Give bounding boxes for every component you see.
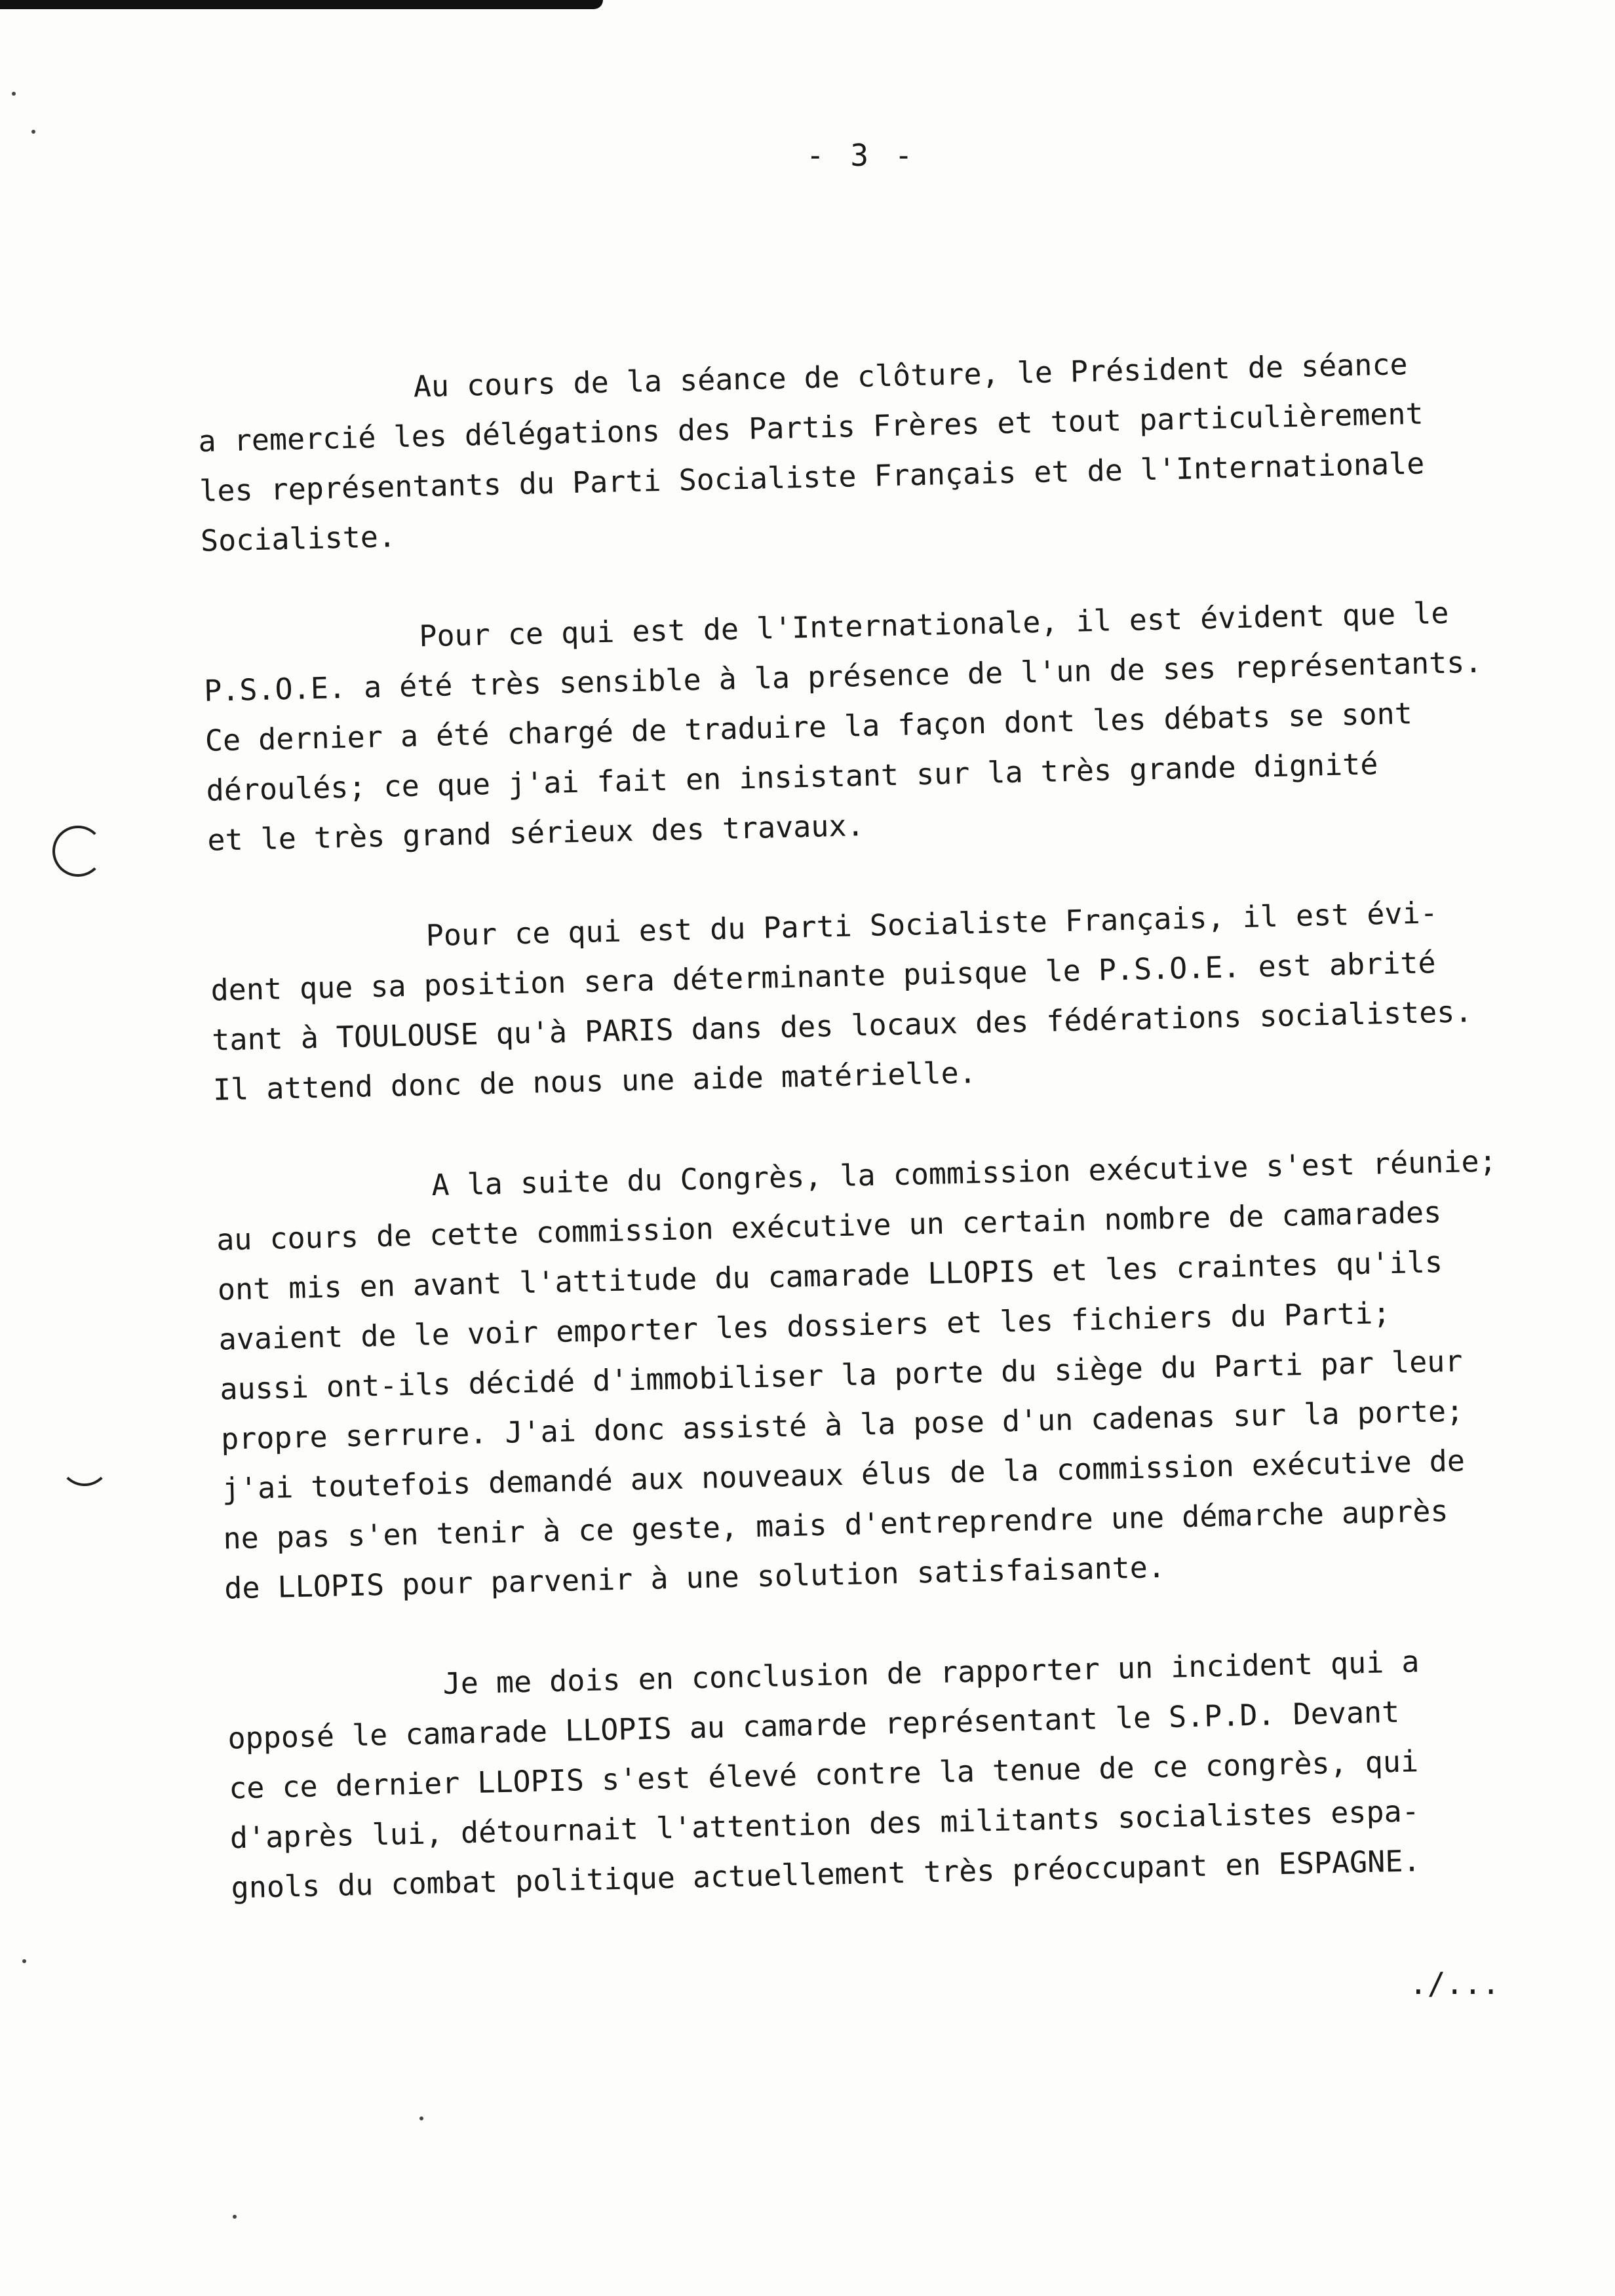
scan-speck — [22, 1959, 26, 1963]
punch-hole-mark-bottom — [59, 1435, 110, 1486]
text-line: Socialiste. — [200, 519, 397, 558]
text-line: Pour ce qui est de l'Internationale, il est évident que le — [418, 595, 1449, 654]
text-line: d'après lui, détournait l'attention des militants socialistes espa- — [229, 1793, 1420, 1856]
text-line: et le très grand sérieux des travaux. — [206, 808, 865, 858]
text-line: Ce dernier a été chargé de traduire la façon dont les débats se sont — [204, 696, 1413, 758]
text-line: déroulés; ce que j'ai fait en insistant sur la très grande dignité — [206, 746, 1378, 808]
scan-speck — [12, 92, 16, 96]
text-line: Pour ce qui est du Parti Socialiste Français, il est évi- — [425, 895, 1439, 953]
text-line: ce ce dernier LLOPIS s'est élevé contre la tenue de ce congrès, qui — [228, 1744, 1419, 1806]
text-line: opposé le camarade LLOPIS au camarde représentant le S.P.D. Devant — [227, 1694, 1400, 1756]
text-line: P.S.O.E. a été très sensible à la présence de l'un de ses représentants. — [203, 644, 1483, 708]
text-line: de LLOPIS pour parvenir à une solution satisfaisante. — [224, 1549, 1166, 1606]
text-line: tant à TOULOUSE qu'à PARIS dans des locaux des fédérations socialistes. — [211, 994, 1473, 1058]
text-line: a remercié les délégations des Partis Frères et tout particulièrement — [197, 396, 1424, 459]
continuation-mark: ./... — [1409, 1966, 1500, 2001]
punch-hole-mark-top — [52, 826, 104, 877]
paragraph-parti-socialiste — [209, 885, 1576, 1115]
document-body — [197, 336, 1596, 1964]
scan-speck — [31, 130, 35, 134]
paragraph-closing-session — [197, 336, 1564, 566]
text-line: aussi ont-ils décidé d'immobiliser la porte du siège du Parti par leur — [219, 1343, 1463, 1407]
paragraph-internationale — [203, 586, 1571, 866]
text-line: avaient de le voir emporter les dossiers et les fichiers du Parti; — [218, 1295, 1391, 1357]
text-line: au cours de cette commission exécutive un certain nombre de camarades — [216, 1195, 1442, 1257]
scan-speck — [233, 2215, 237, 2219]
top-border-rule — [0, 0, 603, 9]
text-line: Au cours de la séance de clôture, le Président de séance — [413, 347, 1409, 404]
paragraph-commission-executive — [215, 1134, 1588, 1613]
text-line: Je me dois en conclusion de rapporter un incident qui a — [442, 1644, 1420, 1701]
text-line: gnols du combat politique actuellement très préoccupant en ESPAGNE. — [231, 1843, 1421, 1905]
text-line: les représentants du Parti Socialiste Français et de l'Internationale — [199, 446, 1425, 508]
text-line: Il attend donc de nous une aide matérielle. — [212, 1055, 977, 1107]
text-line: propre serrure. J'ai donc assisté à la pose d'un cadenas sur la porte; — [220, 1393, 1464, 1457]
page-number: - 3 - — [806, 138, 917, 173]
text-line: ne pas s'en tenir à ce geste, mais d'entreprendre une démarche auprès — [222, 1493, 1449, 1556]
text-line: ont mis en avant l'attitude du camarade LLOPIS et les craintes qu'ils — [217, 1244, 1443, 1307]
text-line: j'ai toutefois demandé aux nouveaux élus de la commission exécutive de — [222, 1443, 1466, 1506]
text-line: A la suite du Congrès, la commission exécutive s'est réunie; — [431, 1143, 1498, 1203]
scan-speck — [419, 2116, 423, 2120]
paragraph-incident-conclusion — [226, 1633, 1595, 1913]
text-line: dent que sa position sera déterminante puisque le P.S.O.E. est abrité — [210, 945, 1437, 1008]
